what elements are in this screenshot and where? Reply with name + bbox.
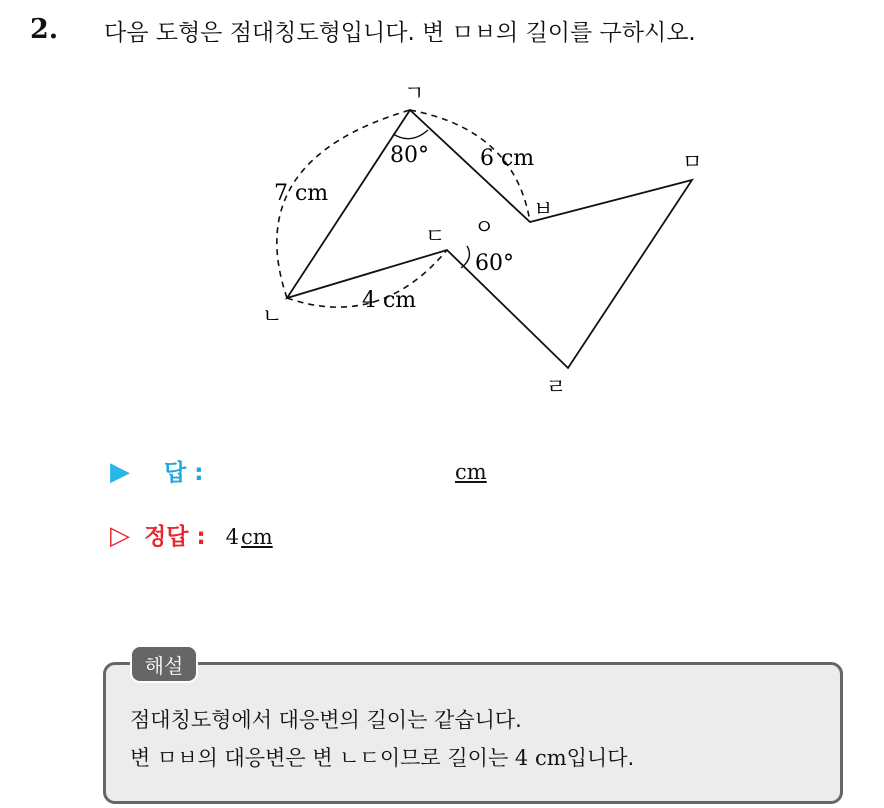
length-label-7cm: 7 cm <box>274 181 329 206</box>
correct-answer-label: 정답 : <box>144 524 206 550</box>
correct-answer-value: 4 <box>225 525 240 549</box>
angle-label-80: 80° <box>390 143 429 168</box>
question-text: 다음 도형은 점대칭도형입니다. 변 ㅁㅂ의 길이를 구하시오. <box>104 20 696 46</box>
angle-label-60: 60° <box>475 251 514 276</box>
correct-answer-unit: cm <box>241 525 273 549</box>
explanation-line-2 <box>130 742 634 772</box>
hollow-triangle-icon: ▷ <box>110 521 130 551</box>
answer-row <box>110 454 203 487</box>
question-number: 2. <box>30 14 59 45</box>
filled-triangle-icon: ▶ <box>110 457 130 487</box>
explanation-line-1: 점대칭도형에서 대응변의 길이는 같습니다. <box>130 708 522 732</box>
explanation-line-2-prefix: 변 ㅁㅂ의 대응변은 변 ㄴㄷ이므로 길이는 <box>130 746 515 770</box>
explanation-line-2-suffix: 입니다. <box>566 746 635 770</box>
vertex-label-r: ㄹ <box>546 375 567 399</box>
length-label-4cm: 4 cm <box>362 288 417 313</box>
explanation-tag: 해설 <box>130 645 198 683</box>
explanation-line-2-value: 4 cm <box>514 746 567 770</box>
vertex-label-m: ㅁ <box>682 150 703 174</box>
vertex-label-d: ㄷ <box>425 224 446 248</box>
answer-blank-unit[interactable]: cm <box>455 460 487 484</box>
length-label-6cm: 6 cm <box>480 146 535 171</box>
vertex-label-g: ㄱ <box>404 81 425 105</box>
answer-label: 답 : <box>164 460 204 486</box>
vertex-label-b: ㅂ <box>533 197 554 221</box>
vertex-label-o: ㅇ <box>474 215 495 239</box>
correct-answer-row <box>110 518 273 551</box>
angle-arc-80 <box>393 130 428 139</box>
vertex-label-n: ㄴ <box>262 304 283 328</box>
